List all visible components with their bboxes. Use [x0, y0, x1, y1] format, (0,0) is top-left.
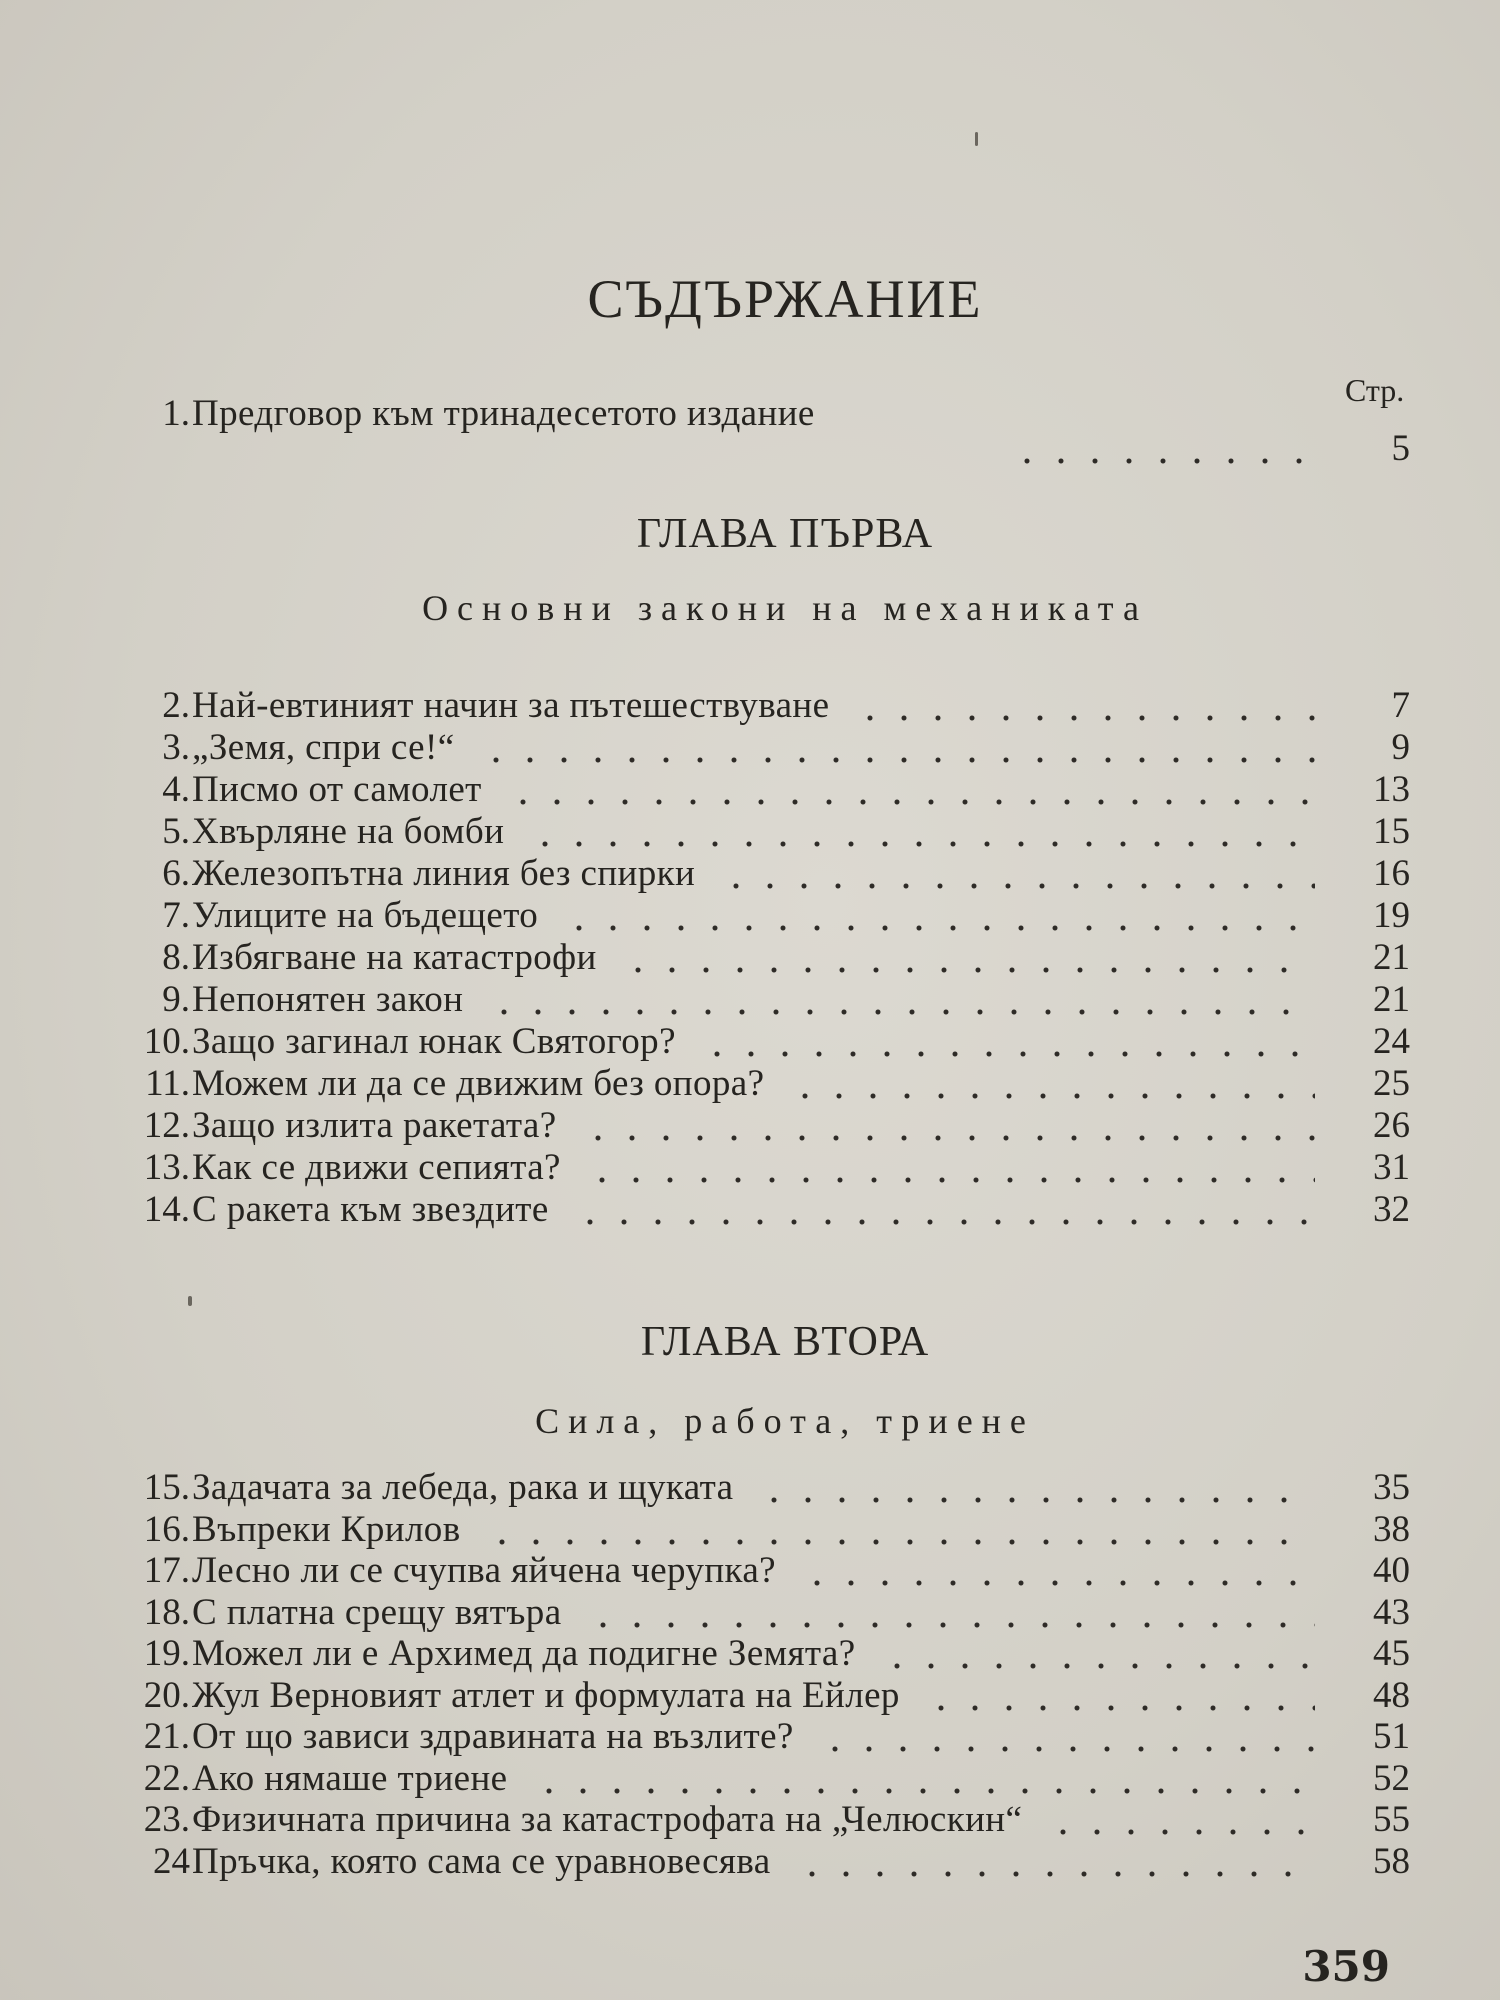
- entry-page: 35: [1373, 1467, 1410, 1508]
- entry-number: 20.: [143, 1674, 190, 1716]
- dot-leader: [532, 1788, 1315, 1794]
- entry-number: 1.: [162, 393, 190, 434]
- entry-number: 21.: [143, 1716, 190, 1757]
- dot-leader: [818, 1746, 1315, 1752]
- entry-title: Защо излита ракетата?: [192, 1105, 557, 1146]
- entry-page: 51: [1373, 1716, 1410, 1757]
- entry-title: Хвърляне на бомби: [192, 811, 505, 852]
- entry-title: Как се движи сепията?: [192, 1147, 561, 1188]
- toc-entry: [110, 1633, 1410, 1675]
- entry-number: 18.: [143, 1591, 190, 1633]
- entry-page: 13: [1373, 769, 1410, 810]
- entry-page: 32: [1373, 1189, 1410, 1230]
- entry-title: Непонятен закон: [192, 979, 464, 1020]
- entry-title: Задачата за лебеда, рака и щуката: [192, 1467, 734, 1508]
- toc-entry: [110, 1189, 1410, 1231]
- entry-title: Железопътна линия без спирки: [192, 853, 696, 894]
- chapter-subtitle: Основни закони на механиката: [422, 588, 1148, 628]
- entry-title: „Земя, спри се!“: [192, 727, 455, 768]
- entry-page: 48: [1373, 1674, 1410, 1716]
- entry-number: 10.: [143, 1021, 190, 1062]
- entry-page: 24: [1373, 1021, 1410, 1062]
- entry-number: 4.: [162, 769, 190, 810]
- paper-speck: [188, 1296, 192, 1306]
- entry-title: Предговор към тринадесетото издание: [192, 393, 815, 434]
- contents-title: СЪДЪРЖАНИЕ: [587, 269, 983, 329]
- dot-leader: [853, 715, 1315, 721]
- dot-leader: [621, 967, 1315, 973]
- entry-title: Пръчка, която сама се уравновесява: [192, 1840, 771, 1882]
- toc-entry: [110, 769, 1410, 811]
- entry-title: Най-евтиният начин за пътешествуване: [192, 685, 830, 726]
- dot-leader: [700, 1051, 1315, 1057]
- entry-number: 14.: [143, 1189, 190, 1230]
- toc-entry: [110, 979, 1410, 1021]
- dot-leader: [485, 1539, 1315, 1545]
- entry-page: 40: [1373, 1550, 1410, 1591]
- entry-number: 6.: [162, 853, 190, 894]
- entry-number: 17.: [143, 1550, 190, 1591]
- entry-page: 7: [1391, 685, 1410, 726]
- chapter-heading: ГЛАВА ВТОРА: [640, 1319, 930, 1365]
- dot-leader: [562, 925, 1315, 931]
- toc-entry: [110, 1841, 1410, 1883]
- entry-number: 12.: [143, 1105, 190, 1146]
- dot-leader: [1010, 458, 1330, 464]
- dot-leader: [586, 1622, 1315, 1628]
- toc-entry: [110, 1063, 1410, 1105]
- toc-entry: [110, 1467, 1410, 1509]
- toc-entry: [110, 1509, 1410, 1551]
- entry-title: Можел ли е Архимед да подигне Земята?: [192, 1633, 856, 1674]
- dot-leader: [924, 1705, 1315, 1711]
- entry-title: Можем ли да се движим без опора?: [192, 1063, 765, 1104]
- entry-page: 19: [1373, 895, 1410, 936]
- paper-speck: [975, 132, 978, 146]
- entry-page: 21: [1373, 979, 1410, 1020]
- entry-number: 23.: [143, 1799, 190, 1840]
- entry-title: Защо загинал юнак Святогор?: [192, 1021, 676, 1062]
- entry-number: 7.: [162, 895, 190, 936]
- toc-entry: [110, 895, 1410, 937]
- entry-title: С платна срещу вятъра: [192, 1591, 562, 1633]
- entry-number: 3.: [162, 727, 190, 768]
- entry-number: 11.: [145, 1063, 190, 1104]
- entry-title: Ако нямаше триене: [192, 1757, 508, 1799]
- entry-title: Писмо от самолет: [192, 769, 482, 810]
- page-number: 359: [1302, 1942, 1390, 1991]
- entry-title: От що зависи здравината на възлите?: [192, 1716, 794, 1757]
- entry-page: 5: [1391, 428, 1410, 469]
- dot-leader: [800, 1580, 1315, 1586]
- entry-number: 5.: [162, 811, 190, 852]
- entry-number: 13.: [143, 1147, 190, 1188]
- entry-number: 2.: [162, 685, 190, 726]
- toc-entry: [110, 727, 1410, 769]
- dot-leader: [795, 1871, 1315, 1877]
- toc-entry: [110, 1021, 1410, 1063]
- dot-leader: [719, 883, 1315, 889]
- entry-page: 52: [1373, 1757, 1410, 1799]
- dot-leader: [788, 1093, 1315, 1099]
- entry-title: Физичната причина за катастрофата на „Челюскин“: [192, 1799, 1023, 1840]
- dot-leader: [479, 757, 1315, 763]
- entry-page: 55: [1373, 1799, 1410, 1840]
- toc-entry: [110, 1799, 1410, 1841]
- entry-page: 16: [1373, 853, 1410, 894]
- entry-title: Избягване на катастрофи: [192, 937, 597, 978]
- entry-number: 9.: [162, 979, 190, 1020]
- entry-page: 31: [1373, 1147, 1410, 1188]
- entry-page: 43: [1373, 1591, 1410, 1633]
- entry-title: С ракета към звездите: [192, 1189, 549, 1230]
- toc-entry: [110, 853, 1410, 895]
- chapter-heading: ГЛАВА ПЪРВА: [636, 511, 934, 557]
- dot-leader: [880, 1663, 1315, 1669]
- entry-page: 15: [1373, 811, 1410, 852]
- toc-entry: [110, 811, 1410, 853]
- dot-leader: [581, 1135, 1315, 1141]
- dot-leader: [757, 1497, 1315, 1503]
- entry-number: 8.: [162, 937, 190, 978]
- toc-entry: [110, 1550, 1410, 1592]
- entry-title: Въпреки Крилов: [192, 1508, 461, 1550]
- entry-page: 9: [1391, 727, 1410, 768]
- entry-number: 22.: [143, 1757, 190, 1799]
- entry-number: 19.: [143, 1633, 190, 1674]
- toc-entry: [110, 685, 1410, 727]
- dot-leader: [1046, 1829, 1315, 1835]
- toc-entry: [110, 937, 1410, 979]
- entry-page: 45: [1373, 1633, 1410, 1674]
- entry-page: 25: [1373, 1063, 1410, 1104]
- dot-leader: [573, 1219, 1315, 1225]
- dot-leader: [487, 1009, 1315, 1015]
- toc-entry: [110, 1592, 1410, 1634]
- dot-leader: [506, 799, 1315, 805]
- entry-page: 58: [1373, 1840, 1410, 1882]
- page-column-label: Стр.: [1345, 372, 1405, 408]
- entry-title: Жул Верновият атлет и формулата на Ейлер: [192, 1674, 900, 1716]
- toc-entry: [110, 1716, 1410, 1758]
- entry-number: 16.: [143, 1508, 190, 1550]
- toc-entry: [110, 1147, 1410, 1189]
- toc-entry-preface-leader: [110, 428, 1410, 470]
- entry-title: Улиците на бъдещето: [192, 895, 539, 936]
- toc-entry: [110, 1758, 1410, 1800]
- entry-page: 21: [1373, 937, 1410, 978]
- entry-number: 15.: [143, 1467, 190, 1508]
- dot-leader: [528, 841, 1315, 847]
- dot-leader: [585, 1177, 1315, 1183]
- entry-page: 38: [1373, 1508, 1410, 1550]
- entry-number: 24: [153, 1840, 190, 1882]
- entry-page: 26: [1373, 1105, 1410, 1146]
- entry-title: Лесно ли се счупва яйчена черупка?: [192, 1550, 776, 1591]
- chapter-subtitle: Сила, работа, триене: [535, 1401, 1035, 1441]
- toc-entry: [110, 1105, 1410, 1147]
- toc-entry: [110, 1675, 1410, 1717]
